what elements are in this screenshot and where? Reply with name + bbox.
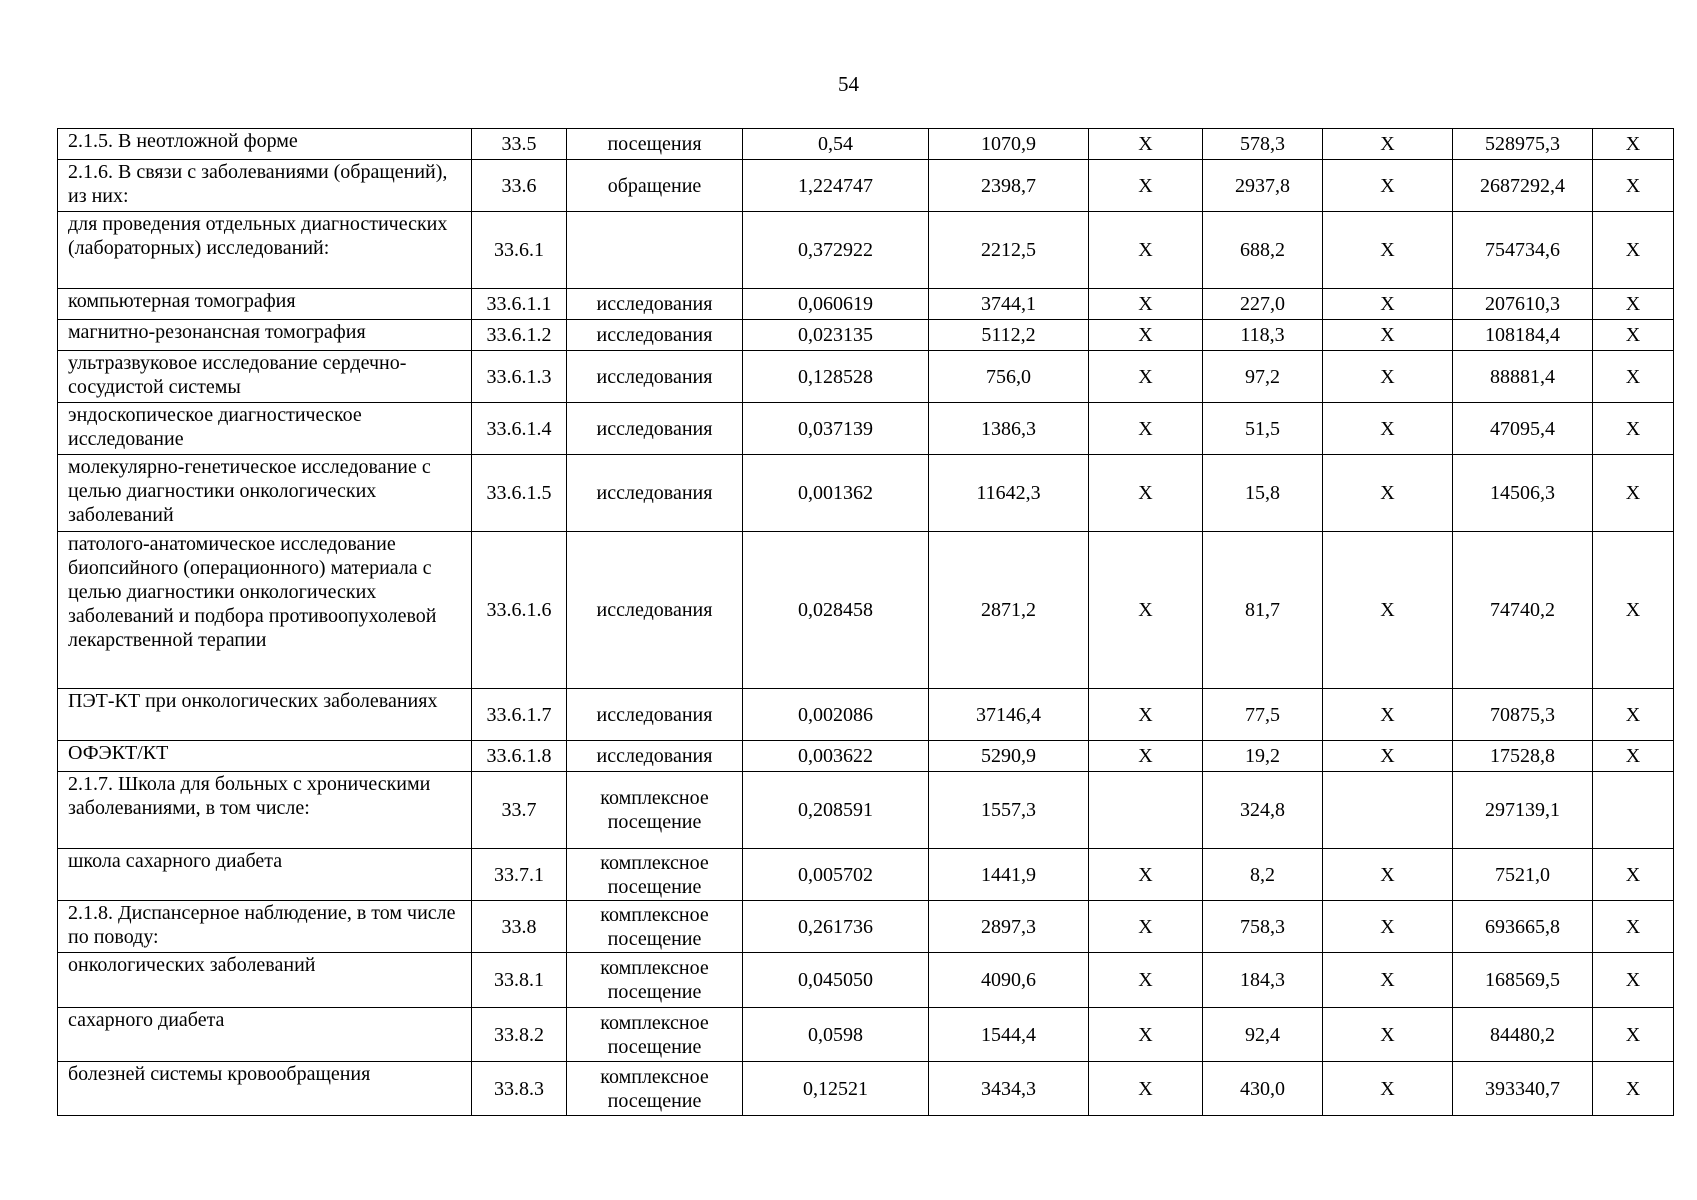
cell-mark-2: Х	[1323, 351, 1453, 403]
cell-name: 2.1.5. В неотложной форме	[58, 129, 472, 160]
cell-code: 33.6.1.1	[472, 289, 567, 320]
cell-mark-1: Х	[1089, 849, 1203, 901]
cell-name: ПЭТ-КТ при онкологических заболеваниях	[58, 689, 472, 741]
table-row	[58, 289, 1674, 320]
cell-name: эндоскопическое диагностическое исследование	[58, 403, 472, 455]
cell-norm: 0,037139	[743, 403, 929, 455]
cell-total: 393340,7	[1453, 1062, 1593, 1116]
cell-unit: исследования	[567, 455, 743, 532]
cell-norm: 0,372922	[743, 212, 929, 289]
cell-name: 2.1.6. В связи с заболеваниями (обращений), из них:	[58, 160, 472, 212]
cell-code: 33.6.1.2	[472, 320, 567, 351]
cell-total: 2687292,4	[1453, 160, 1593, 212]
cell-total: 84480,2	[1453, 1008, 1593, 1062]
table-row	[58, 455, 1674, 532]
cell-per-capita: 688,2	[1203, 212, 1323, 289]
cell-cost: 3744,1	[929, 289, 1089, 320]
cell-mark-3: Х	[1593, 901, 1674, 953]
cell-total: 74740,2	[1453, 532, 1593, 689]
cell-per-capita: 92,4	[1203, 1008, 1323, 1062]
cell-mark-2: Х	[1323, 953, 1453, 1008]
table-row	[58, 1008, 1674, 1062]
cell-mark-3: Х	[1593, 212, 1674, 289]
cell-unit: исследования	[567, 689, 743, 741]
cell-code: 33.6.1	[472, 212, 567, 289]
cell-cost: 2398,7	[929, 160, 1089, 212]
cell-code: 33.7	[472, 772, 567, 849]
table-row	[58, 953, 1674, 1008]
cell-unit: исследования	[567, 532, 743, 689]
cell-total: 14506,3	[1453, 455, 1593, 532]
cell-total: 528975,3	[1453, 129, 1593, 160]
cell-mark-1: Х	[1089, 1062, 1203, 1116]
cell-per-capita: 227,0	[1203, 289, 1323, 320]
cell-mark-3: Х	[1593, 289, 1674, 320]
cell-mark-3: Х	[1593, 403, 1674, 455]
cell-per-capita: 758,3	[1203, 901, 1323, 953]
cell-cost: 37146,4	[929, 689, 1089, 741]
cell-mark-2: Х	[1323, 689, 1453, 741]
cell-per-capita: 324,8	[1203, 772, 1323, 849]
table-row	[58, 160, 1674, 212]
cell-name: сахарного диабета	[58, 1008, 472, 1062]
cell-total: 168569,5	[1453, 953, 1593, 1008]
cell-cost: 1557,3	[929, 772, 1089, 849]
cell-norm: 0,045050	[743, 953, 929, 1008]
cell-total: 693665,8	[1453, 901, 1593, 953]
cell-cost: 5112,2	[929, 320, 1089, 351]
cell-norm: 0,003622	[743, 741, 929, 772]
cell-per-capita: 118,3	[1203, 320, 1323, 351]
cell-mark-2: Х	[1323, 160, 1453, 212]
cell-cost: 11642,3	[929, 455, 1089, 532]
cell-mark-2: Х	[1323, 403, 1453, 455]
table-row	[58, 772, 1674, 849]
cell-code: 33.6.1.5	[472, 455, 567, 532]
table-row	[58, 403, 1674, 455]
cell-mark-3: Х	[1593, 689, 1674, 741]
cell-mark-3: Х	[1593, 532, 1674, 689]
cell-norm: 0,028458	[743, 532, 929, 689]
cell-mark-2: Х	[1323, 212, 1453, 289]
cell-per-capita: 2937,8	[1203, 160, 1323, 212]
cell-mark-1: Х	[1089, 901, 1203, 953]
cell-mark-1: Х	[1089, 320, 1203, 351]
cell-cost: 1070,9	[929, 129, 1089, 160]
cell-code: 33.7.1	[472, 849, 567, 901]
cell-per-capita: 15,8	[1203, 455, 1323, 532]
cell-mark-2: Х	[1323, 901, 1453, 953]
cell-unit: комплексное посещение	[567, 953, 743, 1008]
cell-total: 7521,0	[1453, 849, 1593, 901]
cell-total: 70875,3	[1453, 689, 1593, 741]
cell-norm: 0,208591	[743, 772, 929, 849]
cell-mark-1: Х	[1089, 403, 1203, 455]
cell-per-capita: 77,5	[1203, 689, 1323, 741]
cell-name: онкологических заболеваний	[58, 953, 472, 1008]
cell-total: 47095,4	[1453, 403, 1593, 455]
cell-name: патолого-анатомическое исследование биопсийного (операционного) материала с целью диагностики онкологических заболеваний и подбора противоопухолевой лекарственной терапии	[58, 532, 472, 689]
table-row	[58, 1062, 1674, 1116]
cell-code: 33.8.2	[472, 1008, 567, 1062]
cell-unit: обращение	[567, 160, 743, 212]
cell-per-capita: 430,0	[1203, 1062, 1323, 1116]
cell-cost: 3434,3	[929, 1062, 1089, 1116]
cell-code: 33.8.3	[472, 1062, 567, 1116]
cell-code: 33.6	[472, 160, 567, 212]
cell-code: 33.6.1.8	[472, 741, 567, 772]
table-row	[58, 741, 1674, 772]
cell-cost: 1544,4	[929, 1008, 1089, 1062]
cell-name: 2.1.7. Школа для больных с хроническими заболеваниями, в том числе:	[58, 772, 472, 849]
cell-norm: 0,002086	[743, 689, 929, 741]
cell-mark-2: Х	[1323, 1062, 1453, 1116]
cell-unit: исследования	[567, 403, 743, 455]
cell-total: 207610,3	[1453, 289, 1593, 320]
cell-name: школа сахарного диабета	[58, 849, 472, 901]
cell-name: ультразвуковое исследование сердечно-сосудистой системы	[58, 351, 472, 403]
cell-per-capita: 51,5	[1203, 403, 1323, 455]
cell-unit: комплексное посещение	[567, 849, 743, 901]
page-number: 54	[838, 72, 859, 96]
cell-cost: 4090,6	[929, 953, 1089, 1008]
cell-mark-1: Х	[1089, 351, 1203, 403]
cell-mark-3: Х	[1593, 741, 1674, 772]
cell-norm: 0,12521	[743, 1062, 929, 1116]
cell-mark-3: Х	[1593, 953, 1674, 1008]
cell-mark-3: Х	[1593, 160, 1674, 212]
table-row	[58, 351, 1674, 403]
table-row	[58, 129, 1674, 160]
cell-mark-1: Х	[1089, 532, 1203, 689]
cell-mark-1: Х	[1089, 129, 1203, 160]
cell-norm: 0,0598	[743, 1008, 929, 1062]
cell-mark-1	[1089, 772, 1203, 849]
cell-cost: 2212,5	[929, 212, 1089, 289]
cell-total: 754734,6	[1453, 212, 1593, 289]
cell-unit: комплексное посещение	[567, 1008, 743, 1062]
cell-per-capita: 184,3	[1203, 953, 1323, 1008]
cell-mark-2: Х	[1323, 741, 1453, 772]
cell-code: 33.8.1	[472, 953, 567, 1008]
cell-mark-2: Х	[1323, 849, 1453, 901]
cell-unit: исследования	[567, 741, 743, 772]
cell-norm: 1,224747	[743, 160, 929, 212]
table-row	[58, 212, 1674, 289]
cell-per-capita: 19,2	[1203, 741, 1323, 772]
cell-cost: 2897,3	[929, 901, 1089, 953]
cell-norm: 0,001362	[743, 455, 929, 532]
cell-mark-2: Х	[1323, 289, 1453, 320]
cell-norm: 0,060619	[743, 289, 929, 320]
cell-mark-3	[1593, 772, 1674, 849]
cell-cost: 5290,9	[929, 741, 1089, 772]
cell-per-capita: 81,7	[1203, 532, 1323, 689]
cell-mark-2	[1323, 772, 1453, 849]
cell-mark-3: Х	[1593, 320, 1674, 351]
cell-unit: исследования	[567, 320, 743, 351]
cell-norm: 0,261736	[743, 901, 929, 953]
cell-unit: исследования	[567, 289, 743, 320]
cell-unit: комплексное посещение	[567, 1062, 743, 1116]
cell-name: компьютерная томография	[58, 289, 472, 320]
cell-mark-1: Х	[1089, 212, 1203, 289]
cell-mark-1: Х	[1089, 160, 1203, 212]
cell-mark-3: Х	[1593, 1062, 1674, 1116]
cell-mark-2: Х	[1323, 1008, 1453, 1062]
table-row	[58, 849, 1674, 901]
table-row	[58, 532, 1674, 689]
cell-name: магнитно-резонансная томография	[58, 320, 472, 351]
cell-mark-2: Х	[1323, 532, 1453, 689]
cell-code: 33.8	[472, 901, 567, 953]
cell-name: молекулярно-генетическое исследование с целью диагностики онкологических заболеваний	[58, 455, 472, 532]
cell-unit: комплексное посещение	[567, 772, 743, 849]
cell-mark-3: Х	[1593, 351, 1674, 403]
cell-mark-1: Х	[1089, 741, 1203, 772]
cell-mark-3: Х	[1593, 1008, 1674, 1062]
cell-norm: 0,54	[743, 129, 929, 160]
cell-norm: 0,005702	[743, 849, 929, 901]
cell-mark-3: Х	[1593, 849, 1674, 901]
cell-cost: 2871,2	[929, 532, 1089, 689]
table-body	[58, 129, 1674, 1116]
cell-cost: 1441,9	[929, 849, 1089, 901]
cell-mark-1: Х	[1089, 689, 1203, 741]
cell-cost: 1386,3	[929, 403, 1089, 455]
cell-total: 88881,4	[1453, 351, 1593, 403]
cell-total: 108184,4	[1453, 320, 1593, 351]
cell-per-capita: 97,2	[1203, 351, 1323, 403]
cell-cost: 756,0	[929, 351, 1089, 403]
cell-mark-1: Х	[1089, 953, 1203, 1008]
cell-unit: посещения	[567, 129, 743, 160]
cell-mark-2: Х	[1323, 455, 1453, 532]
cell-mark-1: Х	[1089, 455, 1203, 532]
cell-code: 33.6.1.3	[472, 351, 567, 403]
cell-unit: комплексное посещение	[567, 901, 743, 953]
cell-code: 33.6.1.4	[472, 403, 567, 455]
cell-total: 297139,1	[1453, 772, 1593, 849]
cell-code: 33.6.1.6	[472, 532, 567, 689]
cell-unit: исследования	[567, 351, 743, 403]
cell-mark-3: Х	[1593, 129, 1674, 160]
cell-mark-2: Х	[1323, 320, 1453, 351]
cell-code: 33.5	[472, 129, 567, 160]
cell-per-capita: 578,3	[1203, 129, 1323, 160]
cell-unit	[567, 212, 743, 289]
table-row	[58, 901, 1674, 953]
cell-norm: 0,023135	[743, 320, 929, 351]
cell-name: 2.1.8. Диспансерное наблюдение, в том числе по поводу:	[58, 901, 472, 953]
cell-name: ОФЭКТ/КТ	[58, 741, 472, 772]
data-table	[57, 128, 1674, 1116]
cell-total: 17528,8	[1453, 741, 1593, 772]
cell-per-capita: 8,2	[1203, 849, 1323, 901]
table-row	[58, 320, 1674, 351]
cell-norm: 0,128528	[743, 351, 929, 403]
cell-mark-2: Х	[1323, 129, 1453, 160]
cell-mark-1: Х	[1089, 1008, 1203, 1062]
cell-name: болезней системы кровообращения	[58, 1062, 472, 1116]
table-row	[58, 689, 1674, 741]
cell-mark-3: Х	[1593, 455, 1674, 532]
cell-name: для проведения отдельных диагностических (лабораторных) исследований:	[58, 212, 472, 289]
cell-mark-1: Х	[1089, 289, 1203, 320]
cell-code: 33.6.1.7	[472, 689, 567, 741]
